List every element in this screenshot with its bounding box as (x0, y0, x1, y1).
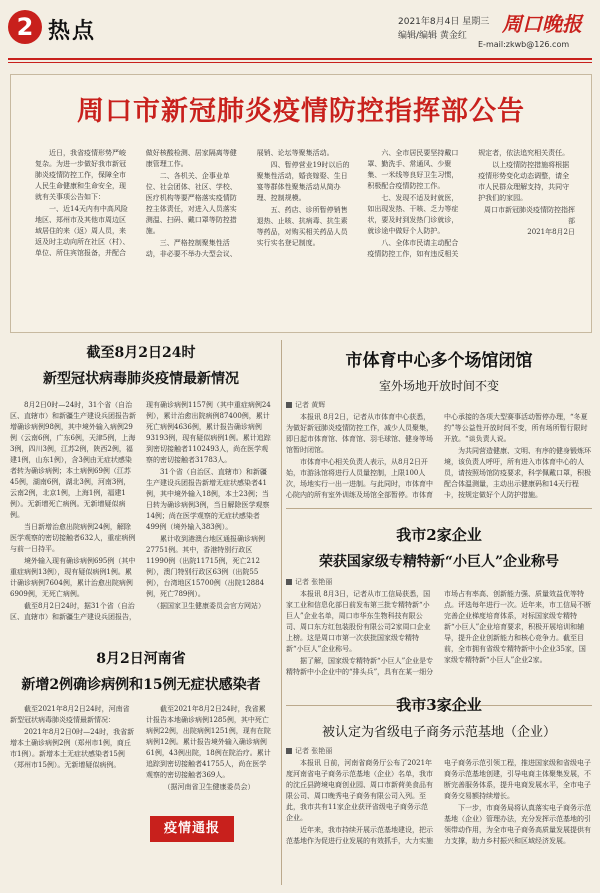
story-paragraph: 8月2日0时—24时，31个省（自治区、直辖市）和新疆生产建设兵团报告新增确诊病例98例，其中境外输入病例29例（云南6例，广东6例，天津5例，上海3例，四川3例，江苏2例，陕西2例，福建1例，山东1例），含3例由无症状感染者转为确诊病例；本土病例69例（江苏45例，湖南6例，湖北3例，河南3例，云南2例，北京1例，上海1例，福建1例）。无新增死亡病例。无新增疑似病例。 (10, 401, 136, 519)
story-source: （据国家卫生健康委员会官方网站） (153, 602, 265, 610)
notice-paragraph: 四、暂停营业19时以后的聚集性活动，婚丧嫁娶、生日宴等群体性聚集活动从简办理、控制规模。 (256, 161, 350, 202)
story-paragraph: 境外输入现有确诊病例695例（其中重症病例13例），现有疑似病例1例。累计确诊病例7604例，累计治愈出院病例6909例，无死亡病例。 (10, 557, 136, 598)
notice-signature: 周口市新冠肺炎疫情防控指挥部 (483, 206, 575, 225)
story-paragraph: 本报讯 日前，河南省商务厅公布了2021年度河南省电子商务示范基地（企业）名单，我市的沈丘县跨境电商创业园、周口市新荷美食品有限公司、周口晚秀电子商务有限公司入列。至此，我市共有11家企业获评省级电子商务示范企业。 (286, 759, 433, 822)
story-paragraph: 本报讯 8月2日，记者从市体育中心获悉，为做好新冠肺炎疫情防控工作，减少人员聚集，即日起市体育馆、体育馆、羽毛球馆、健身等场馆暂时闭馆。 (286, 413, 433, 454)
notice-title: 周口市新冠肺炎疫情防控指挥部公告 (77, 96, 525, 127)
editor-credits: 编辑/编辑 黄金红 (398, 31, 467, 41)
epidemic-bulletin-button[interactable]: 疫情通报 (150, 816, 234, 842)
story-headline: 市体育中心多个场馆闭馆 (345, 351, 533, 371)
story-paragraph: 截至2021年8月2日24时，河南省新型冠状病毒肺炎疫情最新情况： (10, 705, 130, 724)
page-header (0, 0, 600, 70)
story-paragraph: 近年来，我市持续开展示范基地建设，把示范基地作为促进行业发展的有效抓手，大力实施电子商务示范引领工程，推进国家级和省级电子商务示范基地创建，引导电商主体聚集发展，不断完善服务体系，提升电商发展水平，全市电子商务交易额持续增长。 (286, 759, 591, 845)
story-paragraph: 当日新增治愈出院病例24例，解除医学观察的密切接触者632人，重症病例与前一日持平。 (10, 523, 136, 553)
story-byline: 记者 张艳丽 (286, 746, 592, 756)
newspaper-logo: 周口晚报 (502, 12, 582, 36)
story-paragraph: 下一步，市商务局将认真落实电子商务示范基地（企业）管理办法，充分发挥示范基地的引领带动作用，为全市电子商务高质量发展提供有力支撑，助力乡村振兴和区域经济发展。 (444, 804, 591, 845)
notice-paragraph: 八、全体市民请主动配合疫情防控工作，如有违反相关规定者，依法追究相关责任。 (367, 149, 570, 258)
notice-paragraph: 五、药店、诊所暂停销售退热、止咳、抗病毒、抗生素等药品，对购买相关药品人员实行实名登记制度。 (256, 206, 348, 247)
sports-center-story (286, 346, 592, 509)
story-kicker: 我市2家企业 (396, 526, 482, 544)
notice-paragraph: 七、发现不适及时就医，如出现发热、干咳、乏力等症状，要及时到发热门诊就诊，就诊途中做好个人防护。 (367, 194, 459, 235)
header-rule-thin (8, 62, 592, 63)
section-name: 热点 (48, 18, 97, 44)
story-paragraph: 据了解，国家级专精特新“小巨人”企业是专精特新中小企业中的“排头兵”，具有在某一细分市场占有率高、创新能力强、质量效益优等特点。评选每年进行一次。近年来，市工信局不断完善企业梯度培育体系，对标国家级专精特新“小巨人”企业培育要求，积极开展培训和辅导，提升企业创新能力和核心竞争力。截至目前，全市拥有省级专精特新中小企业35家，国家级专精特新“小巨人”企业2家。 (286, 590, 591, 676)
story-paragraph: 本报讯 8月3日，记者从市工信局获悉，国家工业和信息化部日前发布第三批专精特新“小巨人”企业名单，周口市华东生物科技有限公司、周口东方红包装股份有限公司2家周口企业上榜。这是周口市第一次获批国家级专精特新“小巨人”企业称号。 (286, 590, 431, 653)
notice-paragraph: 以上疫情防控措施将根据疫情形势变化动态调整，请全市人民群众理解支持，共同守护我们的家园。 (478, 161, 570, 202)
notice-paragraph: 一、近14天内有中高风险地区、郑州市及其他市周边区域居住的来（返）周人员，来返及时主动向所在社区（村）、单位、所住宾馆报备，并配合做好核酸检测、居家隔离等健康管理工作。 (35, 149, 237, 257)
story-headline: 新增2例确诊病例和15例无症状感染者 (21, 677, 261, 693)
story-paragraph: 累计收到港澳台地区通报确诊病例27751例。其中，香港特别行政区11990例（出院11715例，死亡212例），澳门特别行政区63例（出院55例），台湾地区15700例（出院12884例，死亡789例）。 (146, 535, 265, 598)
notice-paragraph: 近日，我省疫情形势严峻复杂。为进一步做好我市新冠肺炎疫情防控工作，保障全市人民生命健康和生命安全，现就有关事项公告如下： (35, 149, 126, 201)
story-byline: 记者 张艳丽 (286, 577, 592, 587)
story-paragraph: 31个省（自治区、直辖市）和新疆生产建设兵团报告新增无症状感染者41例，其中境外输入18例，本土23例；当日转为确诊病例3例，当日解除医学观察14例；尚在医学观察的无症状感染者499例（境外输入383例）。 (146, 468, 270, 531)
national-epidemic-story (10, 342, 272, 649)
epidemic-notice-box (10, 74, 592, 333)
notice-sign-date: 2021年8月2日 (527, 228, 575, 236)
story-headline: 被认定为省级电子商务示范基地（企业） (321, 725, 556, 740)
little-giant-story (286, 524, 592, 706)
story-headline: 新型冠状病毒肺炎疫情最新情况 (43, 371, 239, 387)
notice-paragraph: 三、严格控制聚集性活动，非必要不举办大型会议、展销、论坛等聚集活动。 (145, 149, 334, 258)
story-byline: 记者 黄辉 (286, 400, 592, 410)
story-body (10, 400, 272, 649)
story-paragraph: 2021年8月2日0时—24时，我省新增本土确诊病例2例（郑州市1例，商丘市1例）。新增本土无症状感染者15例（郑州市15例）。无新增疑似病例。 (10, 728, 135, 769)
story-body (286, 589, 592, 705)
story-kicker: 截至8月2日24时 (86, 345, 196, 361)
story-kicker: 8月2日河南省 (96, 651, 186, 667)
story-subheadline: 室外场地开放时间不变 (378, 379, 499, 393)
story-kicker: 我市3家企业 (396, 696, 482, 714)
column-divider (281, 340, 282, 885)
story-paragraph: 市体育中心相关负责人表示，从8月2日开始，市游泳馆将进行人员量控制，上限100人次，场地实行一出一进制。与此同时，市体育中心院内的所有室外训练及场馆全部暂停。市体育中心承接的各项大型赛事活动暂停办理，“冬夏约”等公益性开放时间不变，所有场所暂行限时开放。“谈负责人说。 (286, 413, 588, 499)
contact-email[interactable]: E-mail:zkwb@126.com (478, 40, 570, 49)
ecommerce-base-story (286, 694, 592, 886)
story-headline: 荣获国家级专精特新“小巨人”企业称号 (318, 554, 560, 570)
story-body (286, 412, 592, 508)
notice-paragraph: 二、各机关、企事业单位、社会团体、社区、学校、医疗机构等要严格落实疫情防控主体责任，对进入人员落实测温、扫码、戴口罩等防控措施。 (145, 172, 237, 235)
header-rule (8, 58, 592, 60)
story-body (286, 758, 592, 886)
story-source: （据河南省卫生健康委员会） (163, 783, 255, 791)
story-paragraph: 为共同营造健康、文明、有序的健身锻炼环境，该负责人呼吁，所有进入市体育中心的人员，请按照场馆防疫要求，科学佩戴口罩，积极配合体温测量，主动出示健康码和14天行程卡，按规定做好个人防护措施。 (444, 447, 591, 499)
page-number-badge: 2 (8, 10, 42, 44)
story-paragraph: 截至2021年8月2日24时，我省累计报告本地确诊病例1285例，其中死亡病例22例，出院病例1251例，现有在院病例12例。累计报告境外输入确诊病例61例，43例出院，18例在院治疗。累计追踪到密切接触者41755人，尚在医学观察的密切接触者369人。 (146, 705, 271, 779)
story-divider (286, 508, 592, 509)
story-paragraph: 截至8月2日24时，据31个省（自治区、直辖市）和新疆生产建设兵团报告，现有确诊病例1157例（其中重症病例24例），累计治愈出院病例87400例，累计死亡病例4636例，累计报告确诊病例93193例，现有疑似病例1例。累计追踪到密切接触者1102493人，尚在医学观察的密切接触者31783人。 (10, 401, 271, 621)
issue-date: 2021年8月4日 星期三 (398, 17, 490, 27)
notice-body (35, 148, 575, 318)
notice-paragraph: 六、全市居民要坚持戴口罩、勤洗手、常通风、少聚集、一米线等良好卫生习惯，积极配合疫情防控工作。 (367, 149, 459, 190)
